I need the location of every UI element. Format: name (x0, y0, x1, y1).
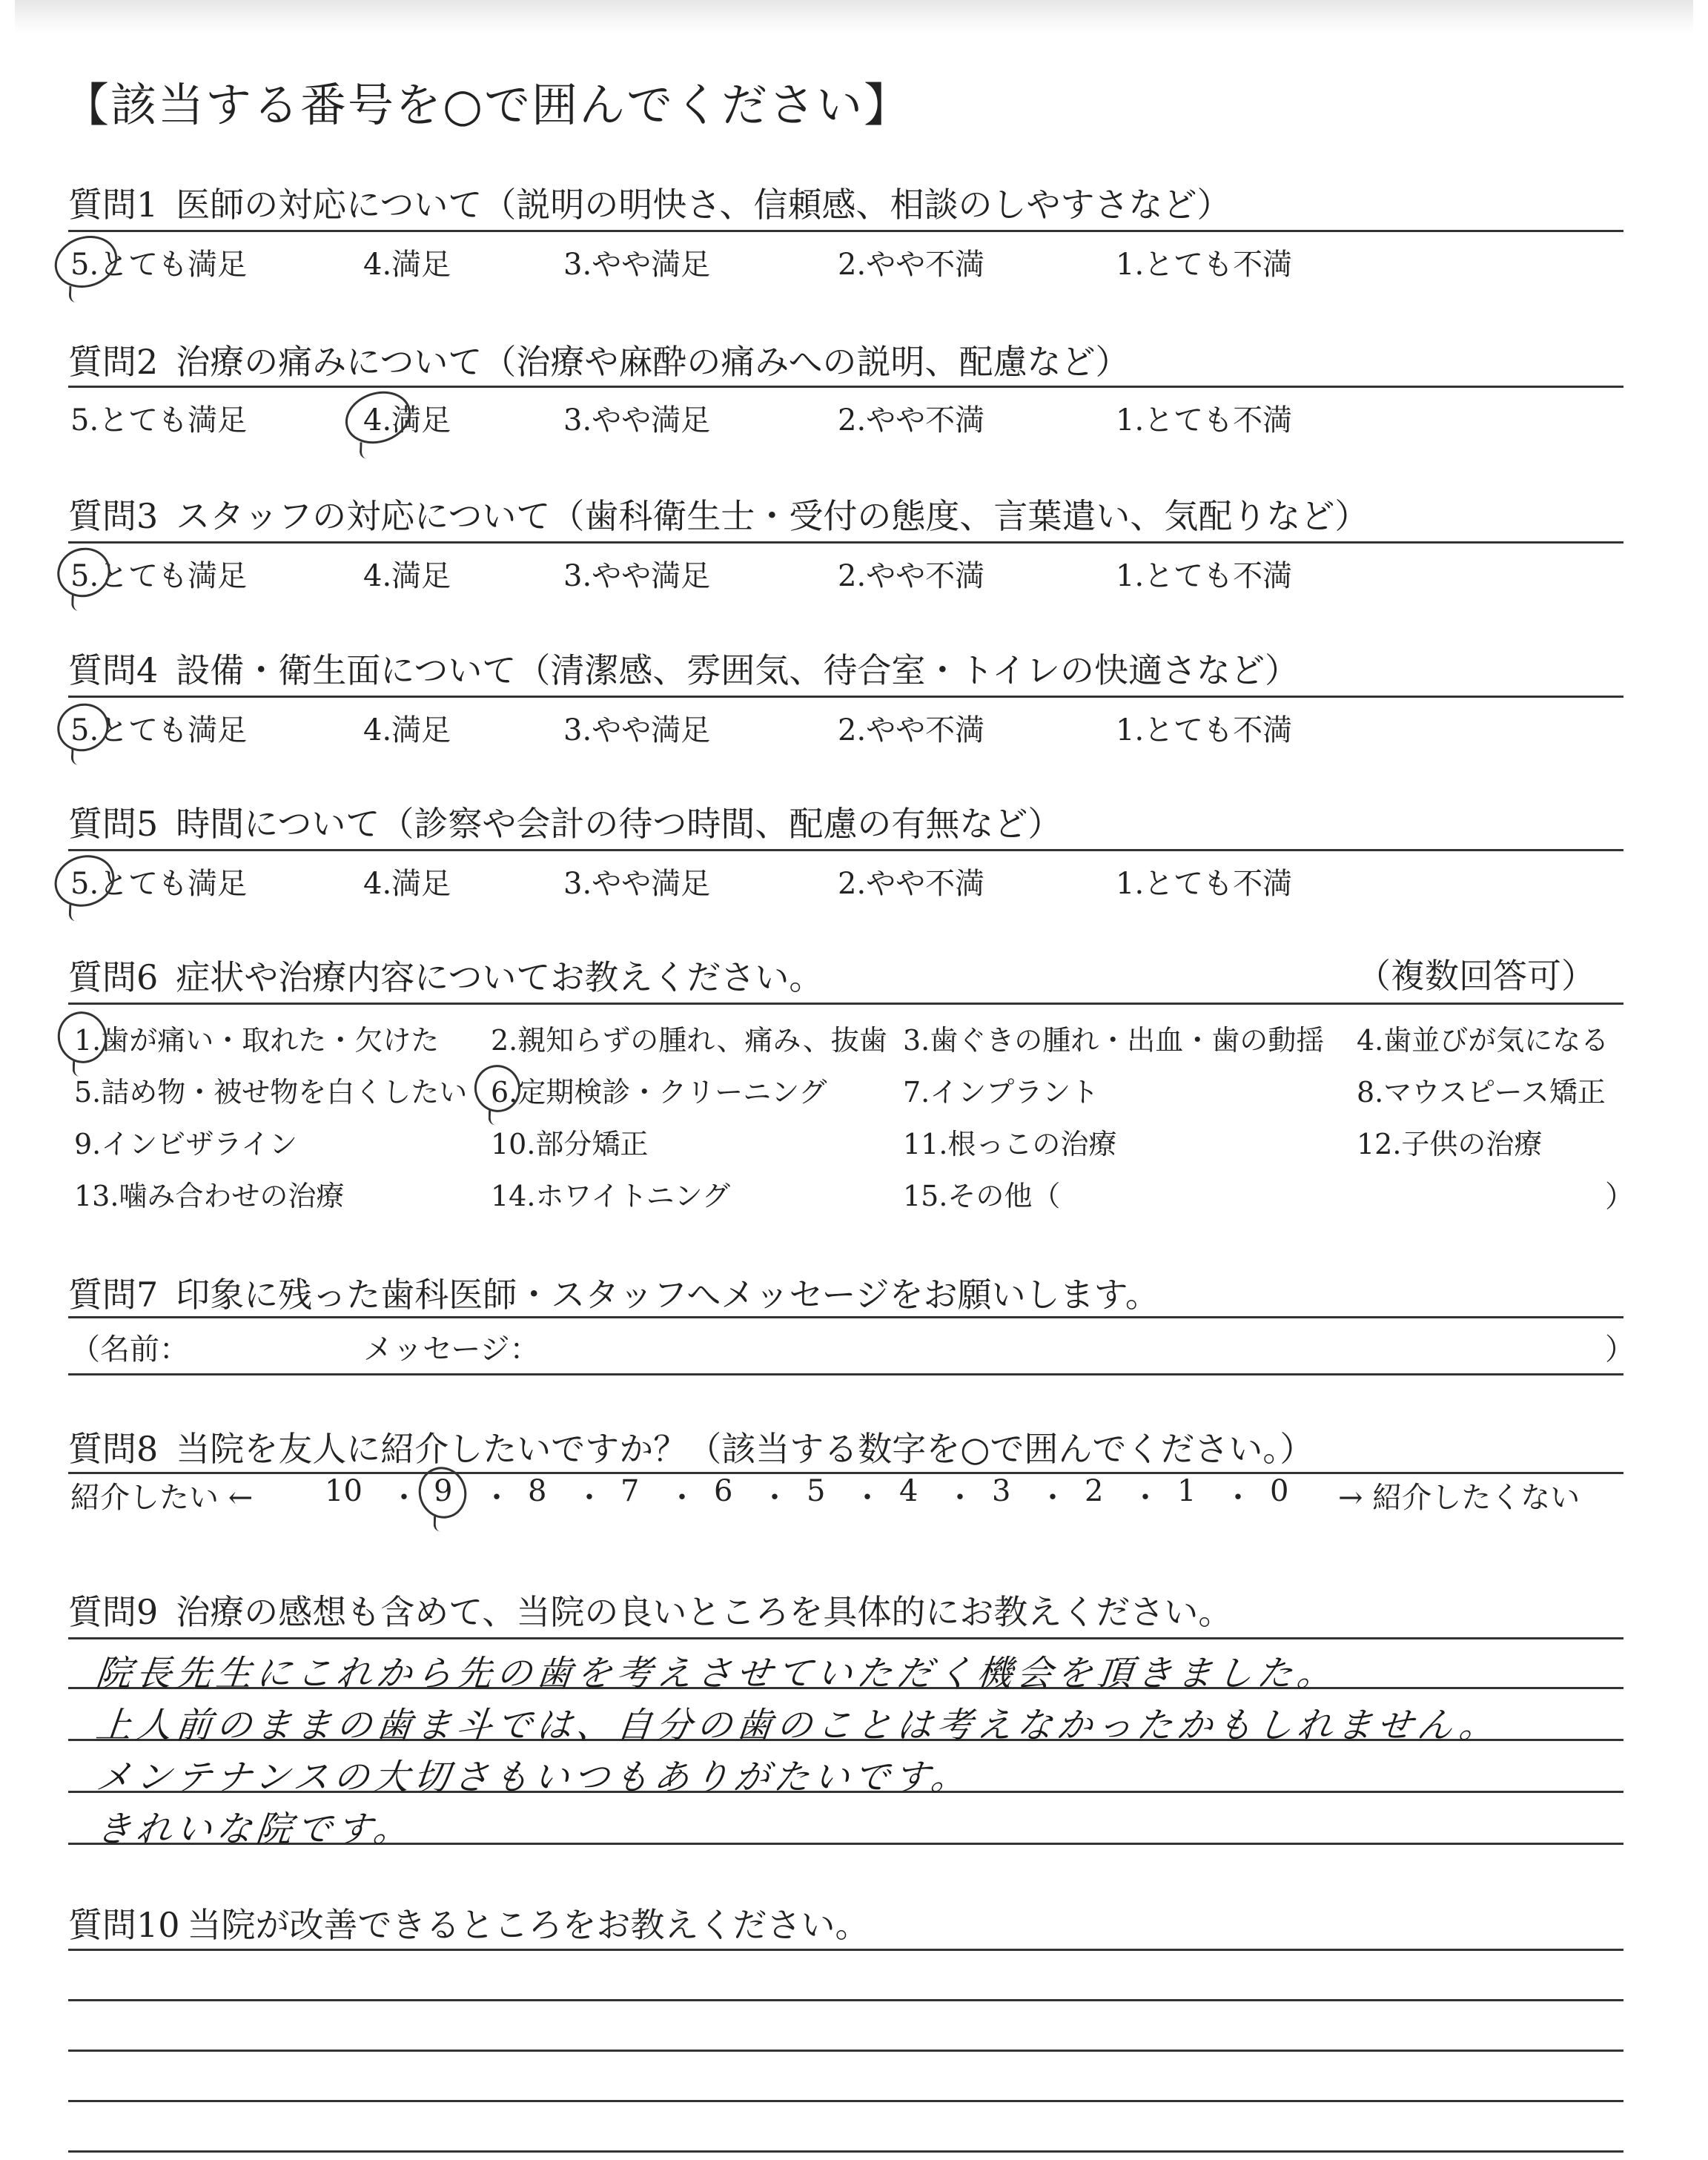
q10-line-1[interactable] (68, 1949, 1623, 1951)
q5-selection-circle (48, 848, 122, 914)
question-2-options (70, 397, 1627, 441)
q8-scale-9[interactable]: 9 (434, 1474, 453, 1508)
question-3-number: 質問3 (68, 496, 159, 536)
q2-option-2[interactable]: 2.やや不満 (838, 403, 985, 437)
q1-option-2[interactable]: 2.やや不満 (838, 248, 985, 282)
q8-scale-3[interactable]: 3 (992, 1474, 1011, 1508)
question-4-text: 設備・衛生面について（清潔感、雰囲気、待合室・トイレの快適さなど） (176, 650, 1300, 690)
q4-option-3[interactable]: 3.やや満足 (563, 713, 711, 747)
q4-option-2[interactable]: 2.やや不満 (838, 713, 985, 747)
q3-option-3[interactable]: 3.やや満足 (563, 559, 711, 593)
q3-option-1[interactable]: 1.とても不満 (1116, 559, 1293, 593)
question-4-title (68, 644, 1299, 693)
q4-option-4[interactable]: 4.満足 (363, 713, 451, 747)
q10-line-3[interactable] (68, 2050, 1623, 2052)
question-6-multi-note: （複数回答可） (1357, 956, 1595, 996)
q8-right-label: → 紹介したくない (1338, 1481, 1580, 1515)
q8-separator: ・ (667, 1481, 697, 1515)
q4-option-1[interactable]: 1.とても不満 (1116, 713, 1293, 747)
question-4-options (70, 707, 1627, 751)
q6-item-3[interactable]: 3.歯ぐきの腫れ・出血・歯の動揺 (903, 1024, 1325, 1057)
q8-separator: ・ (853, 1481, 882, 1515)
q2-option-4[interactable]: 4.満足 (363, 403, 451, 437)
q4-option-5[interactable]: 5.とても満足 (70, 713, 248, 747)
q2-option-5[interactable]: 5.とても満足 (70, 403, 248, 437)
question-8-text: 当院を友人に紹介したいですか？（該当する数字を○で囲んでください。） (176, 1429, 1314, 1469)
question-5-text: 時間について（診察や会計の待つ時間、配慮の有無など） (176, 804, 1062, 844)
question-1-number: 質問1 (68, 185, 159, 225)
q8-scale-7[interactable]: 7 (620, 1474, 640, 1508)
q8-separator: ・ (1038, 1481, 1068, 1515)
q8-left-label: 紹介したい ← (70, 1481, 254, 1515)
q8-scale-8[interactable]: 8 (528, 1474, 547, 1508)
q6-item-1-selection-circle (51, 1005, 113, 1070)
question-7-rule (68, 1316, 1623, 1318)
question-5-rule (68, 849, 1623, 851)
q8-separator: ・ (1223, 1481, 1253, 1515)
question-7-title (68, 1268, 1159, 1317)
q9-handwritten-line-4: きれいな院です。 (93, 1809, 416, 1850)
q6-item-1[interactable]: 1.歯が痛い・取れた・欠けた (74, 1024, 440, 1057)
question-6-title (68, 951, 823, 1000)
q8-separator: ・ (760, 1481, 790, 1515)
question-9-number: 質問9 (68, 1592, 159, 1632)
q9-handwritten-line-3: メンテナンスの大切さもいつもありがたいです。 (93, 1757, 973, 1798)
question-2-number: 質問2 (68, 342, 159, 382)
q8-scale-10[interactable]: 10 (325, 1474, 363, 1508)
q5-option-3[interactable]: 3.やや満足 (563, 867, 711, 901)
q8-separator: ・ (945, 1481, 975, 1515)
question-1-title (68, 178, 1231, 227)
question-6-rule (68, 1003, 1623, 1005)
q6-item-7[interactable]: 7.インプラント (903, 1076, 1099, 1109)
question-8-number: 質問8 (68, 1429, 159, 1469)
question-5-number: 質問5 (68, 804, 159, 844)
q1-option-3[interactable]: 3.やや満足 (563, 248, 711, 282)
question-1-options (70, 241, 1627, 285)
question-4-number: 質問4 (68, 650, 159, 690)
q8-scale-2[interactable]: 2 (1085, 1474, 1104, 1508)
q2-option-1[interactable]: 1.とても不満 (1116, 403, 1293, 437)
question-10-text: 当院が改善できるところをお教えください。 (187, 1905, 870, 1945)
question-7-text: 印象に残った歯科医師・スタッフへメッセージをお願いします。 (176, 1275, 1159, 1315)
q5-option-5[interactable]: 5.とても満足 (70, 867, 248, 901)
question-1-text: 医師の対応について（説明の明快さ、信頼感、相談のしやすさなど） (176, 185, 1231, 225)
question-6-text: 症状や治療内容についてお教えください。 (176, 957, 824, 997)
q10-line-4[interactable] (68, 2100, 1623, 2102)
question-4-rule (68, 696, 1623, 698)
q2-selection-circle (339, 383, 418, 452)
q6-item-14[interactable]: 14.ホワイトニング (491, 1180, 731, 1212)
q5-option-4[interactable]: 4.満足 (363, 867, 451, 901)
q5-option-2[interactable]: 2.やや不満 (838, 867, 985, 901)
q7-answer-line[interactable] (68, 1373, 1623, 1375)
q7-message-label: メッセージ： (363, 1332, 540, 1367)
q6-item-8[interactable]: 8.マウスピース矯正 (1357, 1076, 1606, 1109)
q8-separator: ・ (575, 1481, 604, 1515)
question-9-text: 治療の感想も含めて、当院の良いところを具体的にお教えください。 (176, 1592, 1233, 1632)
q8-scale-5[interactable]: 5 (807, 1474, 826, 1508)
question-3-options (70, 552, 1627, 597)
q5-option-1[interactable]: 1.とても不満 (1116, 867, 1293, 901)
q6-item-5[interactable]: 5.詰め物・被せ物を白くしたい (74, 1076, 468, 1109)
q9-line-1 (68, 1637, 1623, 1639)
q7-name-label: （名前： (70, 1332, 189, 1367)
q8-scale-0[interactable]: 0 (1270, 1474, 1289, 1508)
q6-other-close-paren: ） (1605, 1180, 1635, 1214)
question-2-title (68, 335, 1129, 384)
scan-top-edge (15, 0, 1693, 34)
q6-item-10[interactable]: 10.部分矯正 (491, 1128, 649, 1160)
q6-item-9[interactable]: 9.インビザライン (74, 1128, 298, 1160)
page-title: 【該当する番号を○で囲んでください】 (63, 78, 912, 132)
q1-selection-circle (48, 228, 125, 295)
q2-option-3[interactable]: 3.やや満足 (563, 403, 711, 437)
q1-option-5[interactable]: 5.とても満足 (70, 248, 248, 282)
q8-separator: ・ (1131, 1481, 1160, 1515)
q10-line-5[interactable] (68, 2150, 1623, 2153)
q9-handwritten-line-1: 院長先生にこれから先の歯を考えさせていただく機会を頂きました。 (93, 1653, 1340, 1694)
q1-option-4[interactable]: 4.満足 (363, 248, 451, 282)
question-8-title (68, 1422, 1314, 1471)
question-10-number: 質問10 (68, 1905, 180, 1945)
q9-handwritten-line-2: 上人前のままの歯ま斗では、自分の歯のことは考えなかったかもしれません。 (93, 1705, 1502, 1746)
q3-option-5[interactable]: 5.とても満足 (70, 559, 248, 593)
question-3-text: スタッフの対応について（歯科衛生士・受付の態度、言葉遣い、気配りなど） (176, 496, 1369, 536)
q6-item-2[interactable]: 2.親知らずの腫れ、痛み、抜歯 (491, 1024, 887, 1057)
question-5-options (70, 860, 1627, 905)
question-10-title (68, 1898, 870, 1947)
q3-option-2[interactable]: 2.やや不満 (838, 559, 985, 593)
question-9-title (68, 1585, 1232, 1634)
q3-option-4[interactable]: 4.満足 (363, 559, 451, 593)
q8-separator: ・ (389, 1481, 419, 1515)
q6-item-15[interactable]: 15.その他（ (903, 1180, 1061, 1212)
question-2-text: 治療の痛みについて（治療や麻酔の痛みへの説明、配慮など） (176, 342, 1130, 382)
q8-separator: ・ (482, 1481, 512, 1515)
q6-item-6[interactable]: 6.定期検診・クリーニング (491, 1076, 827, 1109)
q7-close-paren: ） (1605, 1332, 1635, 1367)
q6-item-11[interactable]: 11.根っこの治療 (903, 1128, 1117, 1160)
question-6-number: 質問6 (68, 957, 159, 997)
q8-scale-4[interactable]: 4 (899, 1474, 918, 1508)
q6-item-4[interactable]: 4.歯並びが気になる (1357, 1024, 1609, 1057)
question-3-title (68, 489, 1368, 538)
question-7-number: 質問7 (68, 1275, 159, 1315)
question-2-rule (68, 386, 1623, 388)
question-5-title (68, 797, 1062, 846)
q6-item-13[interactable]: 13.噛み合わせの治療 (74, 1180, 345, 1212)
q8-scale-1[interactable]: 1 (1177, 1474, 1196, 1508)
question-3-rule (68, 541, 1623, 544)
question-1-rule (68, 230, 1623, 232)
q10-line-2[interactable] (68, 1999, 1623, 2001)
q6-item-12[interactable]: 12.子供の治療 (1357, 1128, 1543, 1160)
q8-scale-6[interactable]: 6 (714, 1474, 733, 1508)
q1-option-1[interactable]: 1.とても不満 (1116, 248, 1293, 282)
